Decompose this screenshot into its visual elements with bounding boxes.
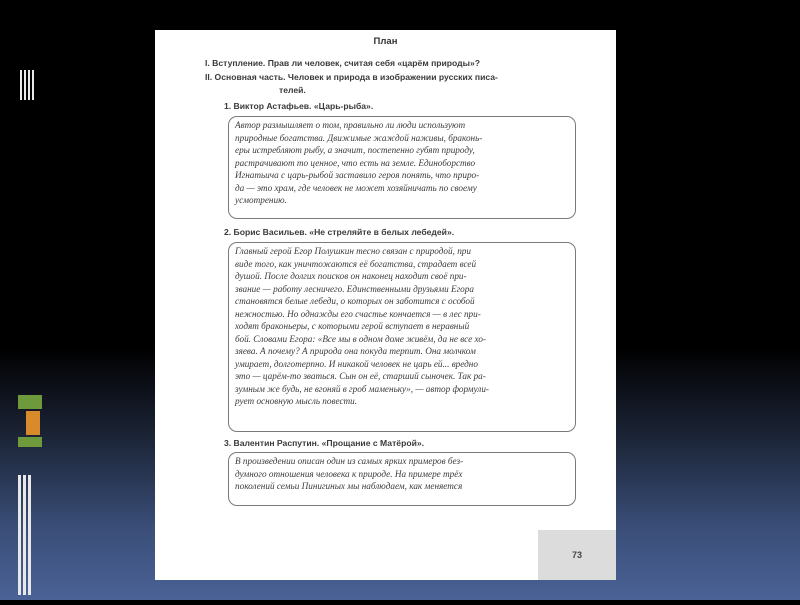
section-3-box — [228, 452, 576, 506]
section-2-line: душой. После долгих поисков он наконец находит своё при- — [235, 271, 467, 281]
section-2-line: Главный герой Егор Полушкин тесно связан с природой, при — [235, 246, 471, 256]
section-1-title: 1. Виктор Астафьев. «Царь-рыба». — [224, 101, 374, 111]
bottom-left-decoration — [18, 395, 48, 605]
section-1-line: природные богатства. Движимые жаждой наживы, браконь- — [235, 132, 483, 143]
section-2-line: становятся белые лебеди, о которых он заботится с особой — [235, 296, 475, 306]
section-2-line: зумным же будь, не вгоняй в гроб маменьку», — автор формули- — [235, 383, 489, 394]
section-1-line: еры истребляют рыбу, а значит, постепенно губят природу, — [235, 145, 475, 155]
section-2-line: нежностью. Но однажды его счастье кончается — в лес при- — [235, 308, 481, 319]
section-2-line: ходят браконьеры, с которыми герой вступает в неравный — [235, 321, 470, 331]
section-2-box — [228, 242, 576, 432]
section-2-line: зяева. А почему? А природа она покуда терпит. Она молчком — [235, 346, 476, 356]
section-3-line: поколений семьи Пинигиных мы наблюдаем, как меняется — [235, 481, 463, 491]
main-part-line-1: II. Основная часть. Человек и природа в изображении русских писа- — [205, 72, 498, 82]
page-heading: План — [373, 36, 398, 47]
section-2-title: 2. Борис Васильев. «Не стреляйте в белых лебедей». — [224, 227, 455, 237]
section-1-line: да — это храм, где человек не может хозяйничать по своему — [235, 182, 477, 193]
main-part-line-2: телей. — [279, 85, 306, 95]
section-2-line: умирает, долготерпно. И никакой человек не царь ей... вредно — [235, 358, 478, 369]
section-1-line: Автор размышляет о том, правильно ли люди используют — [235, 120, 466, 130]
section-1-line: Игнатьича с царь-рыбой заставило героя понять, что приро- — [235, 170, 480, 180]
section-3-line: думного отношения человека к природе. На примере трёх — [235, 468, 463, 479]
section-2-line: виде того, как уничтожаются её богатства, страдает всей — [235, 258, 477, 269]
section-3-line: В произведении описан один из самых ярких примеров без- — [235, 456, 464, 466]
section-2-line: бой. Словами Егора: «Все мы в одном доме живём, да не все хо- — [235, 333, 486, 344]
textbook-page — [155, 30, 616, 580]
section-2-line: это — царём-то зваться. Сын он её, старший сыночек. Так ра- — [235, 371, 486, 381]
section-2-line: звание — работу лесничего. Единственными друзьями Егора — [235, 283, 474, 294]
section-1-line: усмотрению. — [235, 195, 287, 205]
section-2-line: рует основную мысль повести. — [235, 396, 358, 406]
section-1-box — [228, 116, 576, 219]
page-number: 73 — [538, 530, 616, 580]
intro-line: I. Вступление. Прав ли человек, считая себя «царём природы»? — [205, 58, 481, 68]
section-3-title: 3. Валентин Распутин. «Прощание с Матёрой». — [224, 438, 425, 448]
top-left-decoration — [20, 70, 40, 100]
section-1-line: растрачивают то ценное, что есть на земле. Единоборство — [235, 157, 476, 168]
